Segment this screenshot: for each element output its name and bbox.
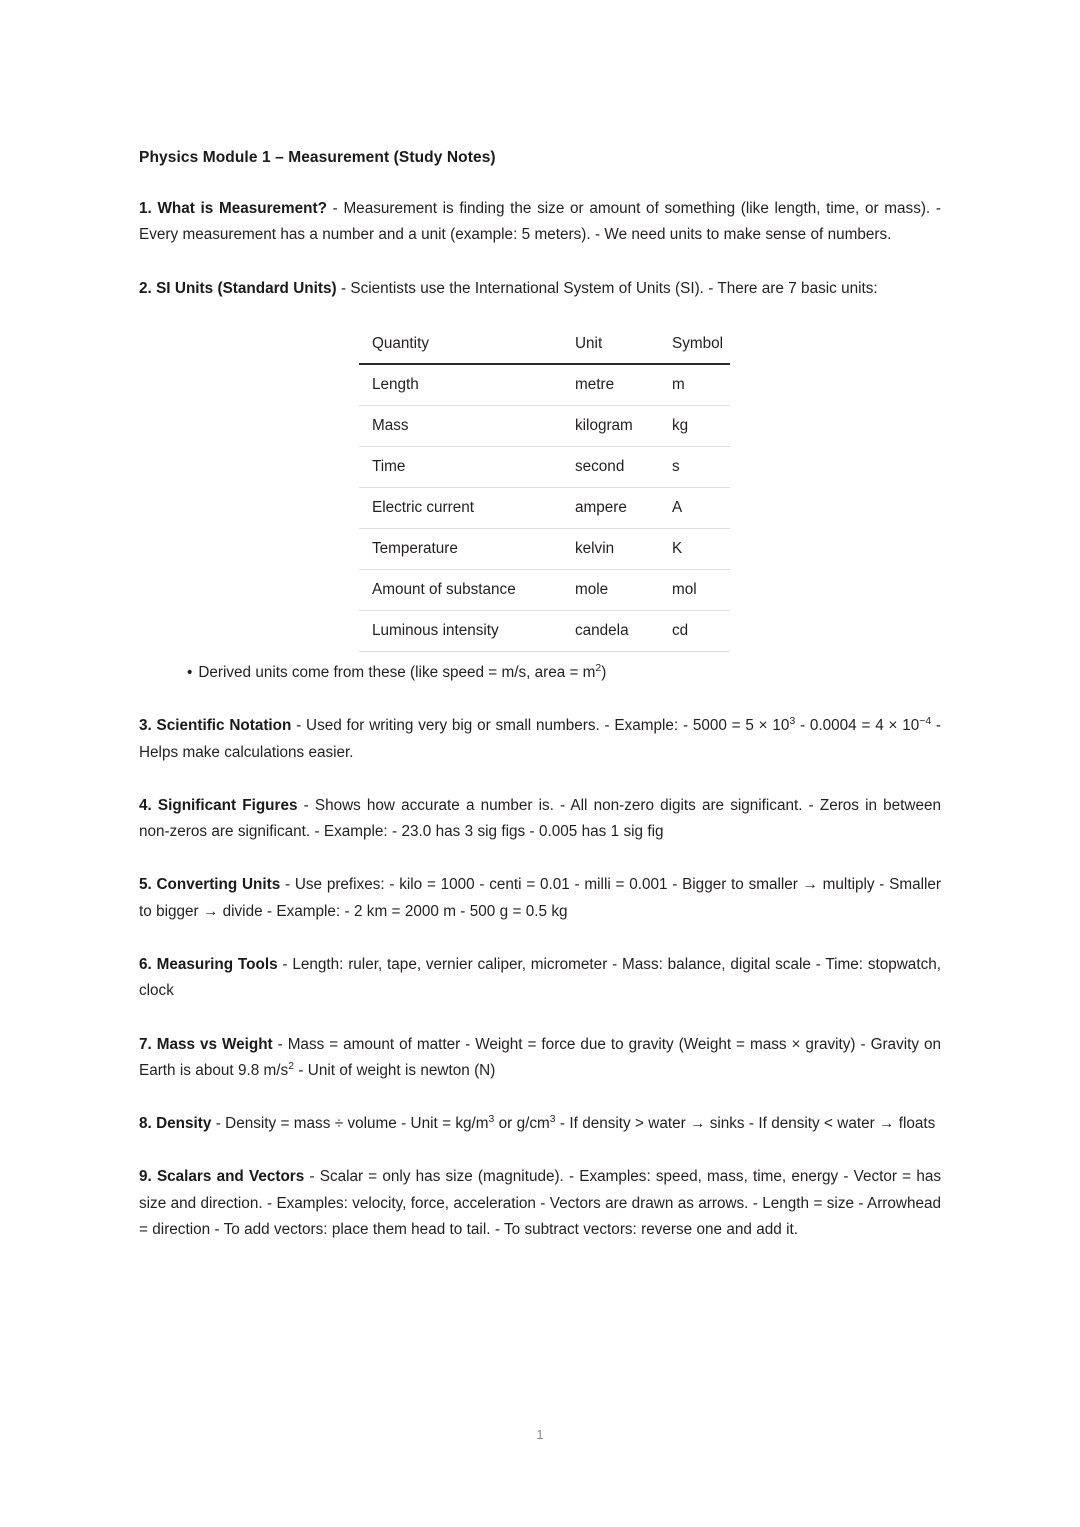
table-row [359,569,730,610]
cell-quantity: Mass [372,416,409,434]
section-1-paragraph [139,196,941,249]
section-3-body-a: - Used for writing very big or small numbers. - Example: - 5000 = 5 × 10 [291,717,790,735]
section-8-body-a: - Density = mass ÷ volume - Unit = kg/m [211,1115,489,1133]
section-3-heading: 3. Scientific Notation [139,717,292,735]
si-units-table-wrapper [139,329,941,652]
cell-quantity: Luminous intensity [372,621,499,639]
si-table-header-unit: Unit [562,329,659,364]
cell-unit: kilogram [575,416,633,434]
section-3-superscript-b: −4 [919,716,932,728]
si-table-head [359,329,730,364]
bullet-icon: • [187,663,193,681]
section-1-body: - Measurement is finding the size or amount of something (like length, time, or mass). - Every measurement has a number and a unit (example: 5 meters). - We need units to make sense of numbers. [139,200,941,244]
si-table-body [359,364,730,652]
section-4-body: - Shows how accurate a number is. - All non-zero digits are significant. - Zeros in between non-zeros are significant. - Example: - 23.0 has 3 sig figs - 0.005 has 1 sig fig [139,796,941,841]
section-5-paragraph [139,872,941,925]
si-table-header-quantity: Quantity [359,329,562,364]
table-row [359,487,730,528]
section-4-paragraph [139,793,941,846]
section-7-heading: 7. Mass vs Weight [139,1035,273,1053]
cell-symbol: m [672,375,685,393]
table-row [359,405,730,446]
si-units-table [359,329,730,652]
section-3-body-c: - Helps make calculations easier. [139,717,941,761]
section-3-superscript-a: 3 [789,716,796,728]
section-2-paragraph [139,276,941,302]
cell-quantity: Time [372,457,406,475]
cell-symbol: mol [672,580,697,598]
cell-unit: candela [575,621,629,639]
cell-quantity: Temperature [372,539,458,557]
section-2-heading: 2. SI Units (Standard Units) [139,279,337,297]
section-8-superscript-b: 3 [549,1114,556,1126]
table-row [359,528,730,569]
section-8-paragraph [139,1111,941,1137]
cell-unit: metre [575,375,615,393]
section-8-body-b: or g/cm [494,1115,550,1133]
section-6-paragraph [139,952,941,1005]
section-1-heading: 1. What is Measurement? [139,200,327,218]
cell-quantity: Electric current [372,498,475,516]
section-3-paragraph [139,713,941,766]
section-9-body: - Scalar = only has size (magnitude). - Examples: speed, mass, time, energy - Vector = has size and direction. - Examples: velocity, force, acceleration - Vectors are drawn as arrows. - Length = size - Arrowhead = direction - To add vectors: place them head to tail. - To subtract vectors: reverse one and add it. [139,1168,941,1239]
section-8-body-c: - If density > water → sinks - If density < water → floats [555,1115,936,1133]
section-7-paragraph [139,1032,941,1085]
cell-unit: kelvin [575,539,615,557]
derived-units-bullet [139,660,941,686]
section-7-body-b: - Unit of weight is newton (N) [293,1061,496,1079]
cell-quantity: Length [372,375,419,393]
cell-unit: second [575,457,625,475]
derived-units-text-b: ) [601,663,607,681]
cell-symbol: cd [672,621,689,639]
section-6-body: - Length: ruler, tape, vernier caliper, micrometer - Mass: balance, digital scale - Time: stopwatch, clock [139,955,941,1000]
cell-symbol: s [672,457,680,475]
section-5-body: - Use prefixes: - kilo = 1000 - centi = 0.01 - milli = 0.001 - Bigger to smaller → multiply - Smaller to bigger → divide - Example: - 2 km = 2000 m - 500 g = 0.5 kg [139,876,941,920]
section-7-superscript-a: 2 [288,1060,294,1072]
cell-quantity: Amount of substance [372,580,516,598]
section-6-heading: 6. Measuring Tools [139,955,278,973]
table-row [359,446,730,487]
derived-units-text-a: Derived units come from these (like speed = m/s, area = m [198,663,596,681]
section-8-heading: 8. Density [139,1115,212,1133]
cell-symbol: K [672,539,683,557]
cell-symbol: kg [672,416,689,434]
section-2-body: - Scientists use the International System of Units (SI). - There are 7 basic units: [336,279,878,297]
section-4-heading: 4. Significant Figures [139,796,298,814]
section-9-paragraph [139,1164,941,1243]
document-page [139,146,941,1243]
derived-units-superscript: 2 [595,662,602,674]
page-title: Physics Module 1 – Measurement (Study Notes) [139,149,496,166]
section-7-body-a: - Mass = amount of matter - Weight = force due to gravity (Weight = mass × gravity) - Gravity on Earth is about 9.8 m/s [139,1035,941,1079]
section-9-heading: 9. Scalars and Vectors [139,1168,305,1186]
table-row [359,610,730,651]
table-row [359,364,730,406]
cell-symbol: A [672,498,683,516]
page-number: 1 [536,1427,544,1442]
section-5-heading: 5. Converting Units [139,876,281,894]
si-table-header-row [359,329,730,364]
cell-unit: mole [575,580,609,598]
si-table-header-symbol: Symbol [659,329,730,364]
section-3-body-b: - 0.0004 = 4 × 10 [795,717,920,735]
section-8-superscript-a: 3 [488,1114,495,1126]
cell-unit: ampere [575,498,627,516]
